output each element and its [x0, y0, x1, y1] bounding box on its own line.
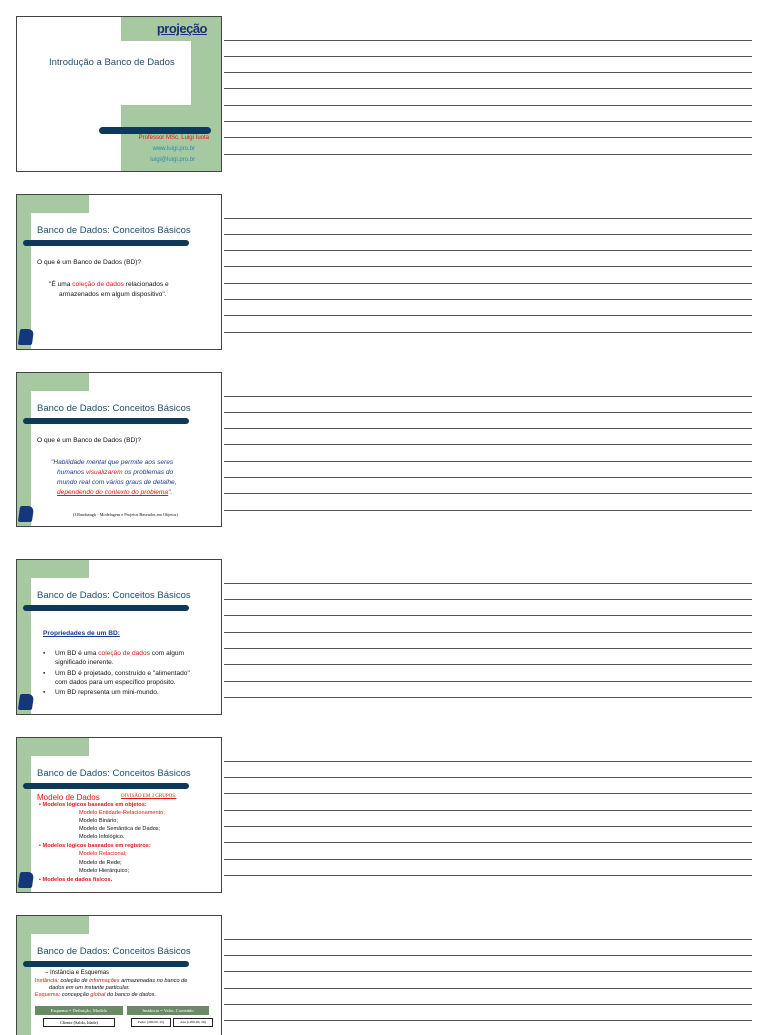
bullet-2-line-1: Um BD é projetado, construído e "alimentado": [55, 670, 190, 677]
logo-icon: [18, 329, 34, 345]
group-3: [39, 877, 112, 883]
note-line: [224, 955, 752, 956]
note-line: [224, 510, 752, 511]
note-line: [224, 218, 752, 219]
title-bar: [23, 605, 189, 611]
slide-5: [16, 737, 222, 893]
schema-label: Esquema: [35, 992, 59, 998]
group-2-label: Modelos lógicos baseados em registros:: [42, 843, 151, 849]
logo-icon: [18, 506, 34, 522]
quote-line-3: mundo real com vários graus de detalhe,: [57, 479, 177, 486]
note-line: [224, 761, 752, 762]
bullet: ▪: [39, 802, 43, 808]
group-2: [39, 843, 151, 849]
note-line: [224, 444, 752, 445]
logo-icon: [18, 872, 34, 888]
g1-item-1: Modelo Entidade-Relacionamento;: [79, 810, 165, 816]
schema-box: Esquema = Definição, Modelo: [35, 1006, 123, 1015]
schema-a: : concepção: [58, 992, 91, 998]
slide-title: Introdução a Banco de Dados: [49, 57, 175, 68]
instance-cell-2: Ana (1200,00, 29): [173, 1018, 213, 1027]
note-line: [224, 988, 752, 989]
slide-title: Banco de Dados: Conceitos Básicos: [37, 403, 191, 414]
note-line: [224, 88, 752, 89]
logo-icon: [18, 694, 34, 710]
slide-title: Banco de Dados: Conceitos Básicos: [37, 768, 191, 779]
instance-line-1: [35, 978, 187, 984]
q2-highlight: visualizarem: [85, 469, 123, 476]
definition-line-1: [49, 281, 169, 288]
quote-line-4: [57, 489, 172, 496]
bullet-dot-1: ▪: [43, 650, 46, 657]
slide-title: Banco de Dados: Conceitos Básicos: [37, 225, 191, 236]
note-line: [224, 697, 752, 698]
note-line: [224, 971, 752, 972]
slide-1: [16, 16, 222, 172]
green-band: [17, 738, 89, 756]
quote-line-2: [57, 469, 173, 476]
bullet-3: Um BD representa um mini-mundo.: [55, 689, 159, 696]
def-highlight: coleção de dados: [72, 281, 124, 288]
instance-cell-1: Pedro (200,00, 25): [131, 1018, 171, 1027]
quote-line-1: "Habilidade mental que permite aos seres: [51, 459, 174, 466]
q2-a: humanos: [57, 469, 86, 476]
email: luigi@luigi.pro.br: [150, 157, 195, 163]
note-line: [224, 615, 752, 616]
note-line: [224, 461, 752, 462]
note-line: [224, 859, 752, 860]
note-line: [224, 875, 752, 876]
question: O que é um Banco de Dados (BD)?: [37, 259, 142, 266]
q2-b: os problemas do: [122, 469, 174, 476]
green-band: [17, 560, 89, 578]
note-line: [224, 283, 752, 284]
subheading-text: Instância e Esquemas: [50, 970, 110, 976]
bullet-2-line-2: com dados para um específico propósito.: [55, 679, 176, 686]
instance-line-2: dados em um instante particular.: [49, 985, 130, 991]
note-line: [224, 632, 752, 633]
note-line: [224, 1004, 752, 1005]
note-line: [224, 939, 752, 940]
def-post: relacionados e: [123, 281, 169, 288]
note-line: [224, 810, 752, 811]
instance-box: Instância = Valor, Conteúdo: [127, 1006, 209, 1015]
group-1-label: Modelos lógicos baseados em objetos:: [42, 802, 147, 808]
note-line: [224, 40, 752, 41]
def-pre: "É uma: [49, 281, 73, 288]
note-line: [224, 105, 752, 106]
title-bar: [23, 240, 189, 246]
g1-item-3: Modelo de Semântica de Dados;: [79, 826, 161, 832]
note-line: [224, 299, 752, 300]
g2-item-3: Modelo Hierárquico;: [79, 868, 130, 874]
note-line: [224, 664, 752, 665]
instance-a: : coleção de: [57, 978, 90, 984]
schema-b: do banco de dados.: [105, 992, 157, 998]
definition-line-2: armazenados em algum dispositivo".: [59, 291, 167, 298]
source: (J.Rumbaugh - Modelagem e Projetos Baseados em Objetos): [73, 512, 178, 517]
note-line: [224, 412, 752, 413]
author: Professor MSc. Luigi Iuota: [138, 135, 209, 141]
bullet: ▪: [39, 877, 43, 883]
note-line: [224, 72, 752, 73]
heading: Modelo de Dados: [37, 793, 100, 802]
note-line: [224, 332, 752, 333]
slide-title: Banco de Dados: Conceitos Básicos: [37, 946, 191, 957]
b1-a: Um BD é uma: [55, 650, 99, 657]
note-line: [224, 56, 752, 57]
green-band: [17, 195, 89, 213]
q4-highlight: dependendo do contexto do problema: [57, 489, 169, 496]
note-line: [224, 599, 752, 600]
division-label: DIVISÃO EM 3 GRUPOS:: [121, 794, 177, 799]
note-line: [224, 266, 752, 267]
schema-cell: Cliente (Saldo, Idade): [43, 1018, 115, 1027]
note-line: [224, 315, 752, 316]
slide-4: [16, 559, 222, 715]
g2-item-2: Modelo de Rede;: [79, 860, 122, 866]
title-bar: [23, 783, 189, 789]
note-line: [224, 493, 752, 494]
instance-b: armazenadas no banco de: [119, 978, 188, 984]
heading: Propriedades de um BD:: [43, 630, 120, 637]
note-line: [224, 234, 752, 235]
green-band: [17, 373, 89, 391]
group-3-label: Modelos de dados físicos.: [42, 877, 113, 883]
bullet-dot-3: ▪: [43, 689, 46, 696]
b1-b: com algum: [149, 650, 185, 657]
bullet-1-line-1: [55, 650, 184, 657]
note-line: [224, 826, 752, 827]
instance-label: Instância: [35, 978, 58, 984]
g1-item-4: Modelo Infológico.: [79, 834, 125, 840]
note-line: [224, 154, 752, 155]
title-bar: [23, 418, 189, 424]
slide-3: [16, 372, 222, 527]
note-line: [224, 137, 752, 138]
note-line: [224, 583, 752, 584]
note-line: [224, 250, 752, 251]
bullet-1-line-2: significado inerente.: [55, 659, 114, 666]
question: O que é um Banco de Dados (BD)?: [37, 437, 142, 444]
title-bar: [99, 127, 211, 134]
b1-highlight: coleção de dados: [98, 650, 150, 657]
note-line: [224, 681, 752, 682]
note-line: [224, 428, 752, 429]
q4-b: ".: [168, 489, 173, 496]
bullet: ▪: [39, 843, 43, 849]
slide-2: [16, 194, 222, 350]
note-line: [224, 842, 752, 843]
note-line: [224, 121, 752, 122]
note-line: [224, 793, 752, 794]
logo-projecao: projeção: [156, 21, 207, 36]
g2-item-1: Modelo Relacional;: [79, 851, 127, 857]
green-side: [17, 934, 31, 1035]
schema-highlight: global: [90, 992, 106, 998]
bullet-dot-2: ▪: [43, 670, 46, 677]
slide-6: [16, 915, 222, 1035]
title-bar: [23, 961, 189, 967]
group-1: [39, 802, 147, 808]
note-line: [224, 396, 752, 397]
dash: –: [45, 970, 51, 976]
green-band: [17, 916, 89, 934]
website: www.luigi.pro.br: [152, 146, 195, 152]
instance-highlight: informações: [89, 978, 120, 984]
note-line: [224, 777, 752, 778]
slide-title: Banco de Dados: Conceitos Básicos: [37, 590, 191, 601]
white-banner: [31, 41, 191, 105]
schema-line: [35, 992, 156, 998]
subheading: [45, 970, 109, 976]
note-line: [224, 648, 752, 649]
note-line: [224, 1020, 752, 1021]
g1-item-2: Modelo Binário;: [79, 818, 118, 824]
note-line: [224, 477, 752, 478]
